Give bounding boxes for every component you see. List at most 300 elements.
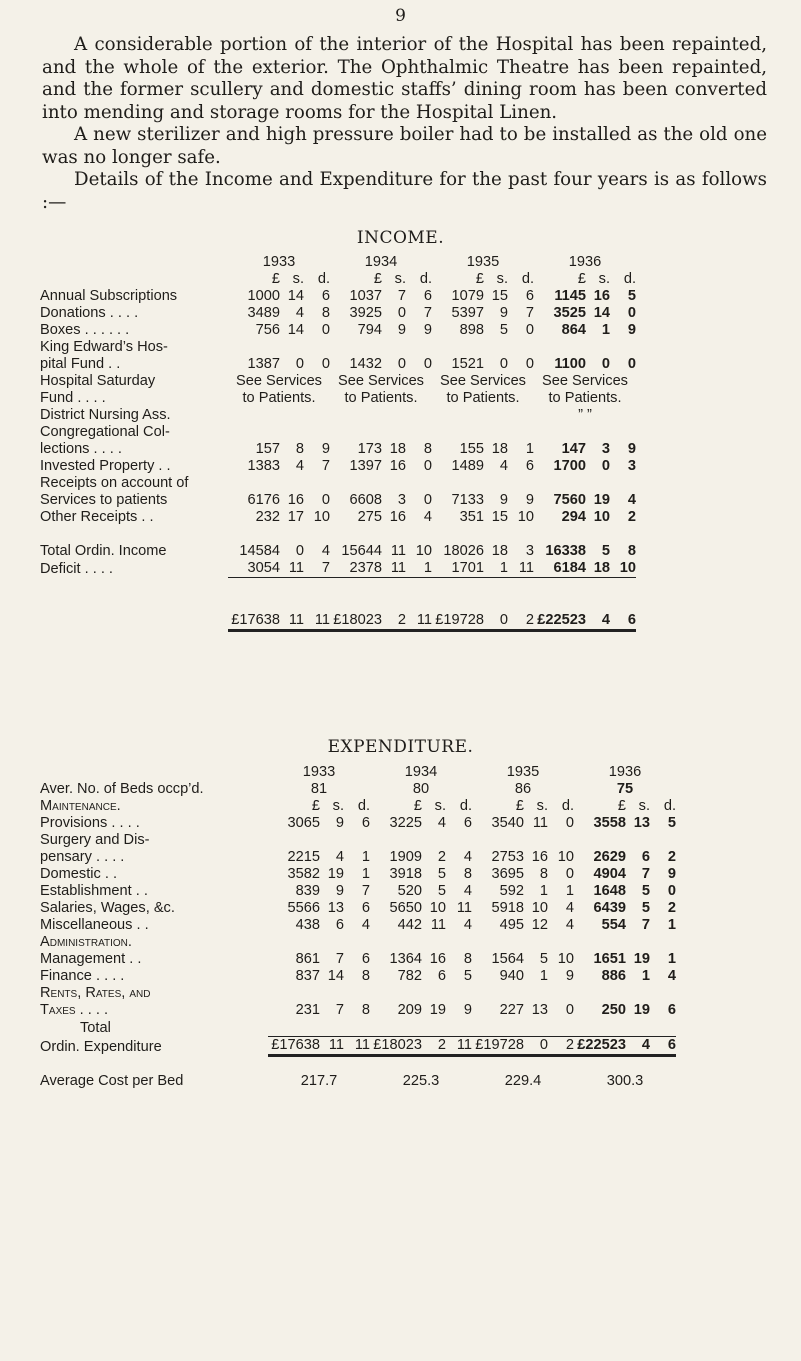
divider-line [370,1019,472,1037]
table-row [40,475,636,492]
divider-line [268,1056,370,1073]
spacer [40,1056,268,1073]
row-label: Miscellaneous . . [40,917,149,933]
shillings-value: 19 [327,866,344,882]
pence-value: 10 [619,560,636,576]
pence-unit: d. [623,271,636,287]
year-1934: 1934 [404,764,438,780]
spacer [330,424,432,441]
total-pence: 6 [667,1037,676,1053]
spacer [370,832,472,849]
pence-value: 7 [321,458,330,474]
pounds-value: 3918 [389,866,422,882]
shillings-value: 15 [491,509,508,525]
total-pounds: £18023 [333,611,382,628]
pence-value: 9 [321,441,330,457]
row-label: Boxes . . . . . . [40,322,130,338]
pound-unit: £ [577,271,586,287]
pounds-value: 1701 [451,560,484,576]
pounds-value: 232 [255,509,280,525]
note-text: to Patients. [548,390,622,406]
pence-value: 0 [321,322,330,338]
pounds-value: 155 [459,441,484,457]
shillings-value: 12 [531,917,548,933]
divider-line [228,630,330,647]
pence-value: 9 [525,492,534,508]
shilling-unit: s. [332,798,344,814]
shillings-value: 14 [287,322,304,338]
table-row [40,339,636,356]
shillings-value: 7 [335,951,344,967]
average-cost-value: 217.7 [300,1072,338,1089]
total-pence: 2 [565,1037,574,1053]
unit-header-row [40,798,676,815]
pence-value: 11 [518,560,534,576]
shillings-value: 11 [430,917,446,933]
row-label: Donations . . . . [40,305,139,321]
pounds-value: 2629 [593,849,626,865]
rule-row [40,578,636,595]
pounds-value: 554 [601,917,626,933]
pounds-value: 227 [499,1002,524,1018]
table-row [40,866,676,883]
pounds-value: 1079 [451,288,484,304]
row-label: District Nursing Ass. [40,407,171,423]
pence-value: 9 [565,968,574,984]
row-label: King Edward’s Hos- [40,339,168,355]
total-pence: 11 [416,611,432,628]
pounds-value: 3225 [389,815,422,831]
pounds-value: 6608 [349,492,382,508]
shilling-unit: s. [394,271,406,287]
pounds-value: 864 [561,322,586,338]
divider-line [472,1019,574,1037]
note-text [432,407,534,424]
page-number: 9 [395,6,406,26]
shillings-value: 0 [295,543,304,559]
pence-value: 0 [565,1002,574,1018]
total-pounds: £18023 [373,1037,422,1053]
intro-text [42,34,767,214]
pence-value: 9 [423,322,432,338]
average-cost-value: 300.3 [606,1072,644,1089]
divider-line [330,630,432,647]
shillings-value: 4 [295,458,304,474]
shilling-unit: s. [598,271,610,287]
shillings-value: 11 [390,560,406,576]
row-label: Deficit . . . . [40,560,113,577]
unit-row-label: Maintenance. [40,798,121,814]
divider-line [574,1056,676,1073]
shillings-value: 11 [390,543,406,559]
income-table [40,254,636,647]
pounds-value: 2753 [491,849,524,865]
total-shillings: 0 [499,611,508,628]
shillings-value: 3 [601,441,610,457]
beds-label: Aver. No. of Beds occp’d. [40,781,204,797]
pence-value: 8 [463,951,472,967]
paragraph-2: A new sterilizer and high pressure boiler had to be installed as the old one was no longer safe. [42,124,767,168]
grand-total-row [40,612,636,631]
note-text: See Services [440,373,526,389]
pence-value: 8 [321,305,330,321]
pence-value: 7 [321,560,330,576]
spacer [472,934,574,951]
pounds-value: 1489 [451,458,484,474]
pence-value: 6 [525,288,534,304]
row-label: lections . . . . [40,441,122,457]
table-row [40,934,676,951]
total-pounds: £22523 [577,1037,626,1053]
pounds-value: 756 [255,322,280,338]
pence-value: 3 [627,458,636,474]
pounds-value: 886 [601,968,626,984]
table-row [40,832,676,849]
pounds-value: 1521 [451,356,484,372]
pence-value: 0 [423,356,432,372]
pounds-value: 4904 [593,866,626,882]
pence-value: 2 [667,900,676,916]
pence-value: 6 [321,288,330,304]
average-cost-value: 229.4 [504,1072,542,1089]
shillings-value: 4 [335,849,344,865]
year-1933: 1933 [302,764,336,780]
pounds-value: 438 [295,917,320,933]
total-pence: 2 [525,611,534,628]
shillings-value: 18 [491,543,508,559]
shilling-unit: s. [536,798,548,814]
pounds-value: 1387 [247,356,280,372]
row-label: Other Receipts . . [40,509,154,525]
total-pence: 6 [627,611,636,628]
table-row [40,458,636,475]
row-label: Fund . . . . [40,390,106,406]
spacer [574,985,676,1002]
shillings-value: 16 [429,951,446,967]
total-shillings: 11 [288,611,304,628]
divider-line [574,1019,676,1037]
pence-value: 0 [565,815,574,831]
table-row [40,509,636,526]
total-label-row [40,1019,676,1037]
shillings-value: 0 [601,356,610,372]
pence-value: 1 [361,866,370,882]
expenditure-heading: EXPENDITURE. [327,737,474,757]
pounds-value: 782 [397,968,422,984]
pence-value: 6 [525,458,534,474]
row-label: Salaries, Wages, &c. [40,900,175,916]
total-shillings: 2 [437,1037,446,1053]
shillings-value: 16 [287,492,304,508]
shillings-value: 0 [397,356,406,372]
spacer [472,832,574,849]
pence-value: 0 [627,356,636,372]
pence-value: 2 [627,509,636,525]
pounds-value: 209 [397,1002,422,1018]
divider-line [472,1056,574,1073]
note-text: See Services [542,373,628,389]
spacer-row [40,526,636,543]
year-header-row [40,764,676,781]
pence-value: 4 [463,849,472,865]
pence-value: 8 [361,968,370,984]
income-heading: INCOME. [356,228,445,248]
shillings-value: 7 [397,288,406,304]
pounds-value: 1145 [554,288,586,304]
pence-unit: d. [419,271,432,287]
pence-value: 0 [321,492,330,508]
pounds-value: 14584 [239,543,280,559]
spacer [228,424,330,441]
pound-unit: £ [271,271,280,287]
spacer [330,475,432,492]
note-text: to Patients. [446,390,520,406]
total-shillings: 2 [397,611,406,628]
pence-value: 0 [627,305,636,321]
shillings-value: 2 [437,849,446,865]
pounds-value: 7133 [451,492,484,508]
total-pounds: £17638 [271,1037,320,1053]
year-1935: 1935 [506,764,540,780]
pounds-value: 1651 [593,951,626,967]
pence-value: 10 [517,509,534,525]
note-text: to Patients. [344,390,418,406]
shillings-value: 18 [389,441,406,457]
spacer [268,934,370,951]
rule-row [40,630,636,647]
pence-value: 1 [667,951,676,967]
spacer [268,832,370,849]
total-label: Total [80,1019,111,1036]
total-shillings: 4 [601,611,610,628]
pounds-value: 520 [397,883,422,899]
shillings-value: 5 [499,322,508,338]
pounds-value: 592 [499,883,524,899]
shillings-value: 17 [287,509,304,525]
total-shillings: 11 [328,1037,344,1053]
table-row [40,883,676,900]
pence-value: 5 [627,288,636,304]
shillings-value: 0 [499,356,508,372]
pounds-value: 3065 [287,815,320,831]
table-row [40,815,676,832]
pounds-value: 15644 [341,543,382,559]
row-label: Hospital Saturday [40,373,156,389]
pence-unit: d. [357,798,370,814]
total-label: Ordin. Expenditure [40,1038,162,1055]
pence-value: 9 [463,1002,472,1018]
pence-value: 4 [321,543,330,559]
pounds-value: 3489 [247,305,280,321]
pence-value: 1 [361,849,370,865]
divider-line [268,1019,370,1037]
shillings-value: 19 [633,1002,650,1018]
pounds-value: 940 [499,968,524,984]
spacer [574,832,676,849]
table-row [40,424,636,441]
pence-value: 1 [423,560,432,576]
shillings-value: 9 [499,305,508,321]
pence-unit: d. [561,798,574,814]
shillings-value: 1 [499,560,508,576]
row-label: Finance . . . . [40,968,125,984]
table-row [40,849,676,866]
shillings-value: 13 [327,900,344,916]
spacer [228,475,330,492]
pounds-value: 5566 [287,900,320,916]
row-label: pital Fund . . [40,356,121,372]
pounds-value: 157 [255,441,280,457]
pounds-value: 294 [561,509,586,525]
row-label: Rents, Rates, and [40,985,151,1001]
table-row [40,543,636,560]
shillings-value: 9 [499,492,508,508]
shillings-value: 11 [288,560,304,576]
table-row [40,322,636,339]
pounds-value: 1700 [553,458,586,474]
total-pence: 11 [314,611,330,628]
shillings-value: 7 [641,917,650,933]
shillings-value: 1 [641,968,650,984]
note-text: See Services [236,373,322,389]
spacer [432,475,534,492]
pence-value: 4 [627,492,636,508]
pounds-value: 16338 [545,543,586,559]
pence-value: 9 [627,322,636,338]
note-text [330,407,432,424]
pounds-value: 7560 [553,492,586,508]
table-row [40,390,636,407]
pounds-value: 1037 [349,288,382,304]
pounds-value: 5650 [389,900,422,916]
pounds-value: 5397 [451,305,484,321]
shillings-value: 9 [335,883,344,899]
pound-unit: £ [373,271,382,287]
pence-value: 5 [463,968,472,984]
pence-unit: d. [521,271,534,287]
year-1933: 1933 [262,254,296,270]
pounds-value: 794 [357,322,382,338]
pounds-value: 3540 [491,815,524,831]
row-label: Administration. [40,934,132,950]
beds-value: 81 [310,781,328,797]
pence-value: 4 [667,968,676,984]
pounds-value: 839 [295,883,320,899]
shillings-value: 0 [601,458,610,474]
pence-value: 6 [361,900,370,916]
pounds-value: 3582 [287,866,320,882]
table-row [40,985,676,1002]
shillings-value: 15 [491,288,508,304]
rule-row [40,1056,676,1073]
table-row [40,356,636,373]
divider-line [330,578,432,595]
pence-value: 6 [361,815,370,831]
pence-value: 0 [667,883,676,899]
pounds-value: 3695 [491,866,524,882]
total-shillings: 4 [641,1037,650,1053]
pound-unit: £ [413,798,422,814]
shillings-value: 5 [437,866,446,882]
shillings-value: 7 [335,1002,344,1018]
pounds-value: 442 [397,917,422,933]
shillings-value: 13 [531,1002,548,1018]
pence-value: 8 [423,441,432,457]
pounds-value: 275 [357,509,382,525]
divider-line [228,578,330,595]
year-1936: 1936 [568,254,602,270]
pence-value: 2 [667,849,676,865]
pound-unit: £ [515,798,524,814]
pounds-value: 6176 [247,492,280,508]
shillings-value: 16 [389,458,406,474]
spacer [534,424,636,441]
shillings-value: 5 [601,543,610,559]
row-label: Services to patients [40,492,168,508]
shillings-value: 6 [437,968,446,984]
total-pounds: £17638 [231,611,280,628]
spacer [574,934,676,951]
shillings-value: 18 [593,560,610,576]
average-cost-value: 225.3 [402,1072,440,1089]
pence-value: 8 [627,543,636,559]
pounds-value: 18026 [443,543,484,559]
unit-header-row [40,271,636,288]
spacer [432,339,534,356]
shillings-value: 19 [593,492,610,508]
average-cost-label: Average Cost per Bed [40,1072,184,1089]
pounds-value: 147 [561,441,586,457]
divider-line [370,1056,472,1073]
table-row [40,492,636,509]
table-row [40,441,636,458]
pounds-value: 1564 [491,951,524,967]
total-pounds: £19728 [435,611,484,628]
table-row [40,900,676,917]
row-label: Annual Subscriptions [40,288,178,304]
pounds-value: 1364 [389,951,422,967]
shilling-unit: s. [496,271,508,287]
spacer [40,595,636,612]
shillings-value: 7 [641,866,650,882]
shilling-unit: s. [434,798,446,814]
pence-value: 9 [627,441,636,457]
pence-value: 0 [423,458,432,474]
year-1936: 1936 [608,764,642,780]
shillings-value: 5 [641,900,650,916]
shillings-value: 3 [397,492,406,508]
shillings-value: 6 [335,917,344,933]
pounds-value: 3525 [553,305,586,321]
row-label: Taxes . . . . [40,1002,109,1018]
pounds-value: 898 [459,322,484,338]
row-label: Congregational Col- [40,424,170,440]
spacer [370,985,472,1002]
table-row [40,407,636,424]
table-row [40,373,636,390]
pence-value: 4 [565,900,574,916]
pounds-value: 1000 [247,288,280,304]
pounds-value: 173 [357,441,382,457]
pence-unit: d. [317,271,330,287]
shillings-value: 14 [593,305,610,321]
shillings-value: 16 [389,509,406,525]
spacer [472,985,574,1002]
shillings-value: 10 [429,900,446,916]
shillings-value: 10 [593,509,610,525]
pence-value: 11 [456,900,472,916]
shillings-value: 9 [397,322,406,338]
